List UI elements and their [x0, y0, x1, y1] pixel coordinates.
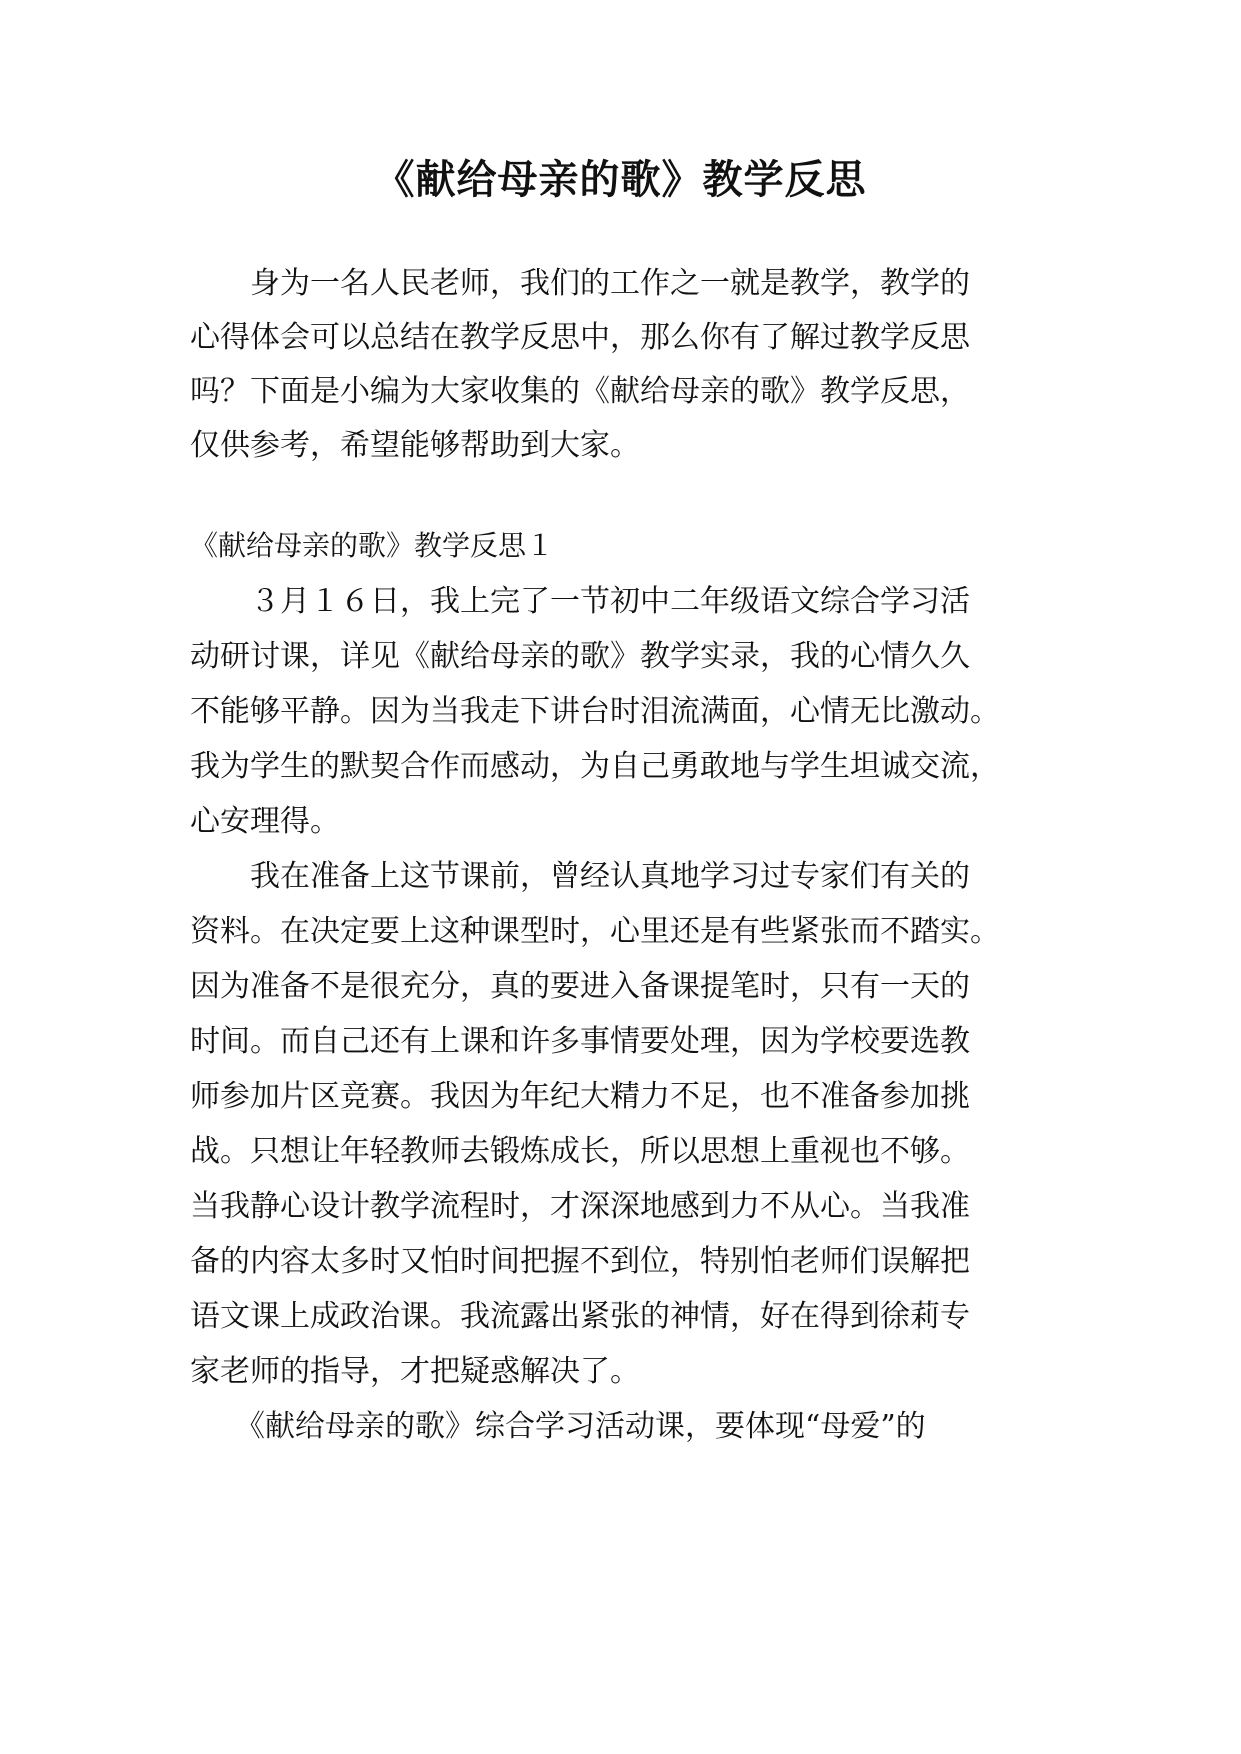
document-title: 《献给母亲的歌》教学反思: [374, 157, 867, 203]
body-line: 时间。而自己还有上课和许多事情要处理，因为学校要选教: [190, 1024, 970, 1059]
body-line: 我在准备上这节课前，曾经认真地学习过专家们有关的: [190, 859, 970, 894]
body-line: 我为学生的默契合作而感动，为自己勇敢地与学生坦诚交流，: [190, 749, 1000, 784]
body-line: 师参加片区竞赛。我因为年纪大精力不足，也不准备参加挑: [190, 1079, 970, 1114]
body-line: 心安理得。: [190, 804, 340, 839]
body-line: 不能够平静。因为当我走下讲台时泪流满面，心情无比激动。: [190, 694, 1000, 729]
body-line: 因为准备不是很充分，真的要进入备课提笔时，只有一天的: [190, 969, 970, 1004]
body-line: 语文课上成政治课。我流露出紧张的神情，好在得到徐莉专: [190, 1299, 970, 1334]
body-line: 家老师的指导，才把疑惑解决了。: [190, 1354, 640, 1389]
section-heading: 《献给母亲的歌》教学反思１: [190, 529, 555, 562]
intro-line: 吗？下面是小编为大家收集的《献给母亲的歌》教学反思，: [190, 374, 970, 409]
body-line: 战。只想让年轻教师去锻炼成长，所以思想上重视也不够。: [190, 1134, 970, 1169]
body-line: 当我静心设计教学流程时，才深深地感到力不从心。当我准: [190, 1189, 970, 1224]
body-line: 资料。在决定要上这种课型时，心里还是有些紧张而不踏实。: [190, 914, 1000, 949]
intro-line: 仅供参考，希望能够帮助到大家。: [190, 428, 640, 463]
body-line: 动研讨课，详见《献给母亲的歌》教学实录，我的心情久久: [190, 639, 970, 674]
body-line: 备的内容太多时又怕时间把握不到位，特别怕老师们误解把: [190, 1244, 970, 1279]
intro-line: 心得体会可以总结在教学反思中，那么你有了解过教学反思: [190, 320, 970, 355]
body-line: 《献给母亲的歌》综合学习活动课，要体现“母爱”的: [190, 1409, 926, 1444]
intro-line: 身为一名人民老师，我们的工作之一就是教学，教学的: [190, 266, 970, 301]
body-line: ３月１６日，我上完了一节初中二年级语文综合学习活: [190, 584, 970, 619]
